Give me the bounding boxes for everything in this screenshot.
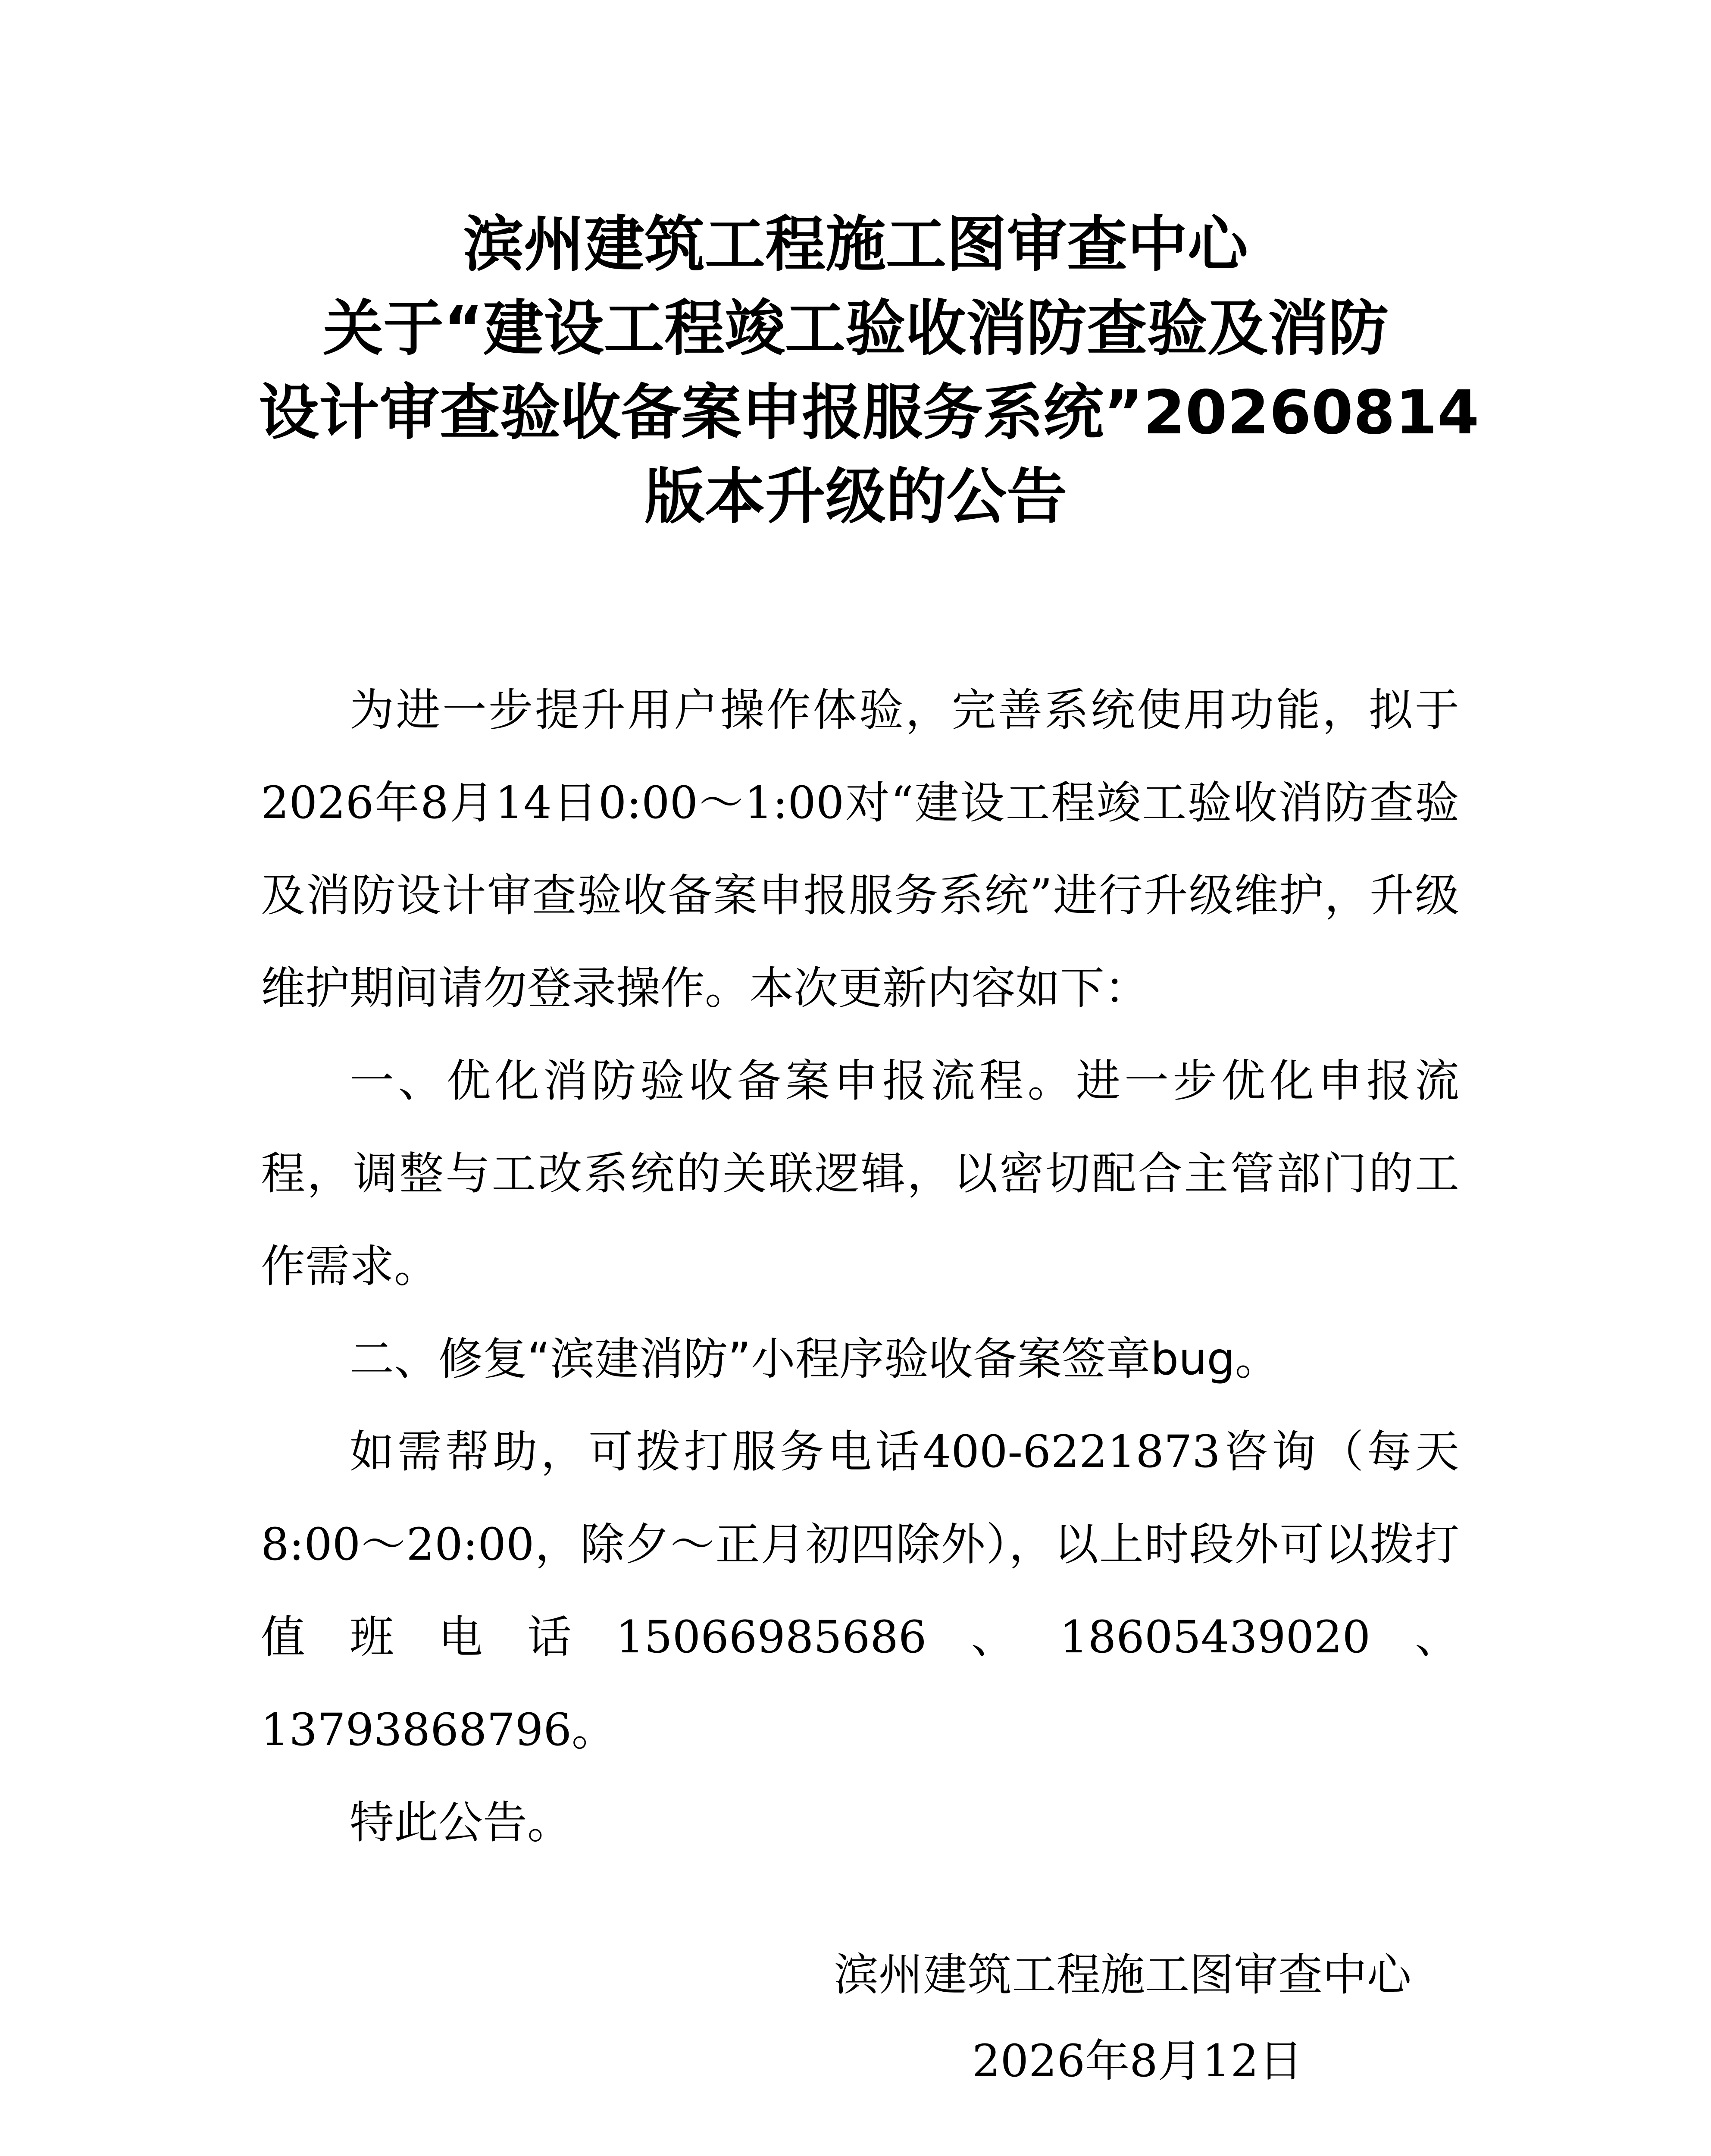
title-line-2: 关于“建设工程竣工验收消防查验及消防 xyxy=(322,294,1389,364)
item-2-heading: 二、修复“滨建消防”小程序验收备案签章bug。 xyxy=(350,1333,1279,1385)
item-1-heading: 一、优化消防验收备案申报流程。 xyxy=(350,1055,1076,1107)
closing-paragraph: 特此公告。 xyxy=(350,1797,572,1849)
intro-paragraph: 为进一步提升用户操作体验，完善系统使用功能，拟于2026年8月14日0:00～1:00对“建设工程竣工验收消防查验及消防设计审查验收备案申报服务系统”进行升级维护，升级维护期间请勿登录操作。本次更新内容如下： xyxy=(261,684,1459,1014)
title-line-1: 滨州建筑工程施工图审查中心 xyxy=(463,210,1248,280)
item-1-paragraph xyxy=(261,1035,1459,1313)
signature-date: 2026年8月12日 xyxy=(972,2035,1303,2087)
item-2-paragraph xyxy=(261,1313,1459,1406)
announcement-body xyxy=(261,664,1459,1869)
signature-organization: 滨州建筑工程施工图审查中心 xyxy=(834,1949,1411,2001)
title-line-3: 设计审查验收备案申报服务系统”20260814 xyxy=(259,378,1480,448)
item-1-text: 进一步优化申报流程，调整与工改系统的关联逻辑，以密切配合主管部门的工作需求。 xyxy=(261,1055,1460,1292)
title-line-4: 版本升级的公告 xyxy=(644,462,1067,532)
help-paragraph: 如需帮助，可拨打服务电话400-6221873咨询（每天8:00～20:00，除夕～正月初四除外），以上时段外可以拨打值班电话15066985686、18605439020、13793868796。 xyxy=(261,1426,1459,1756)
announcement-title xyxy=(259,203,1480,539)
